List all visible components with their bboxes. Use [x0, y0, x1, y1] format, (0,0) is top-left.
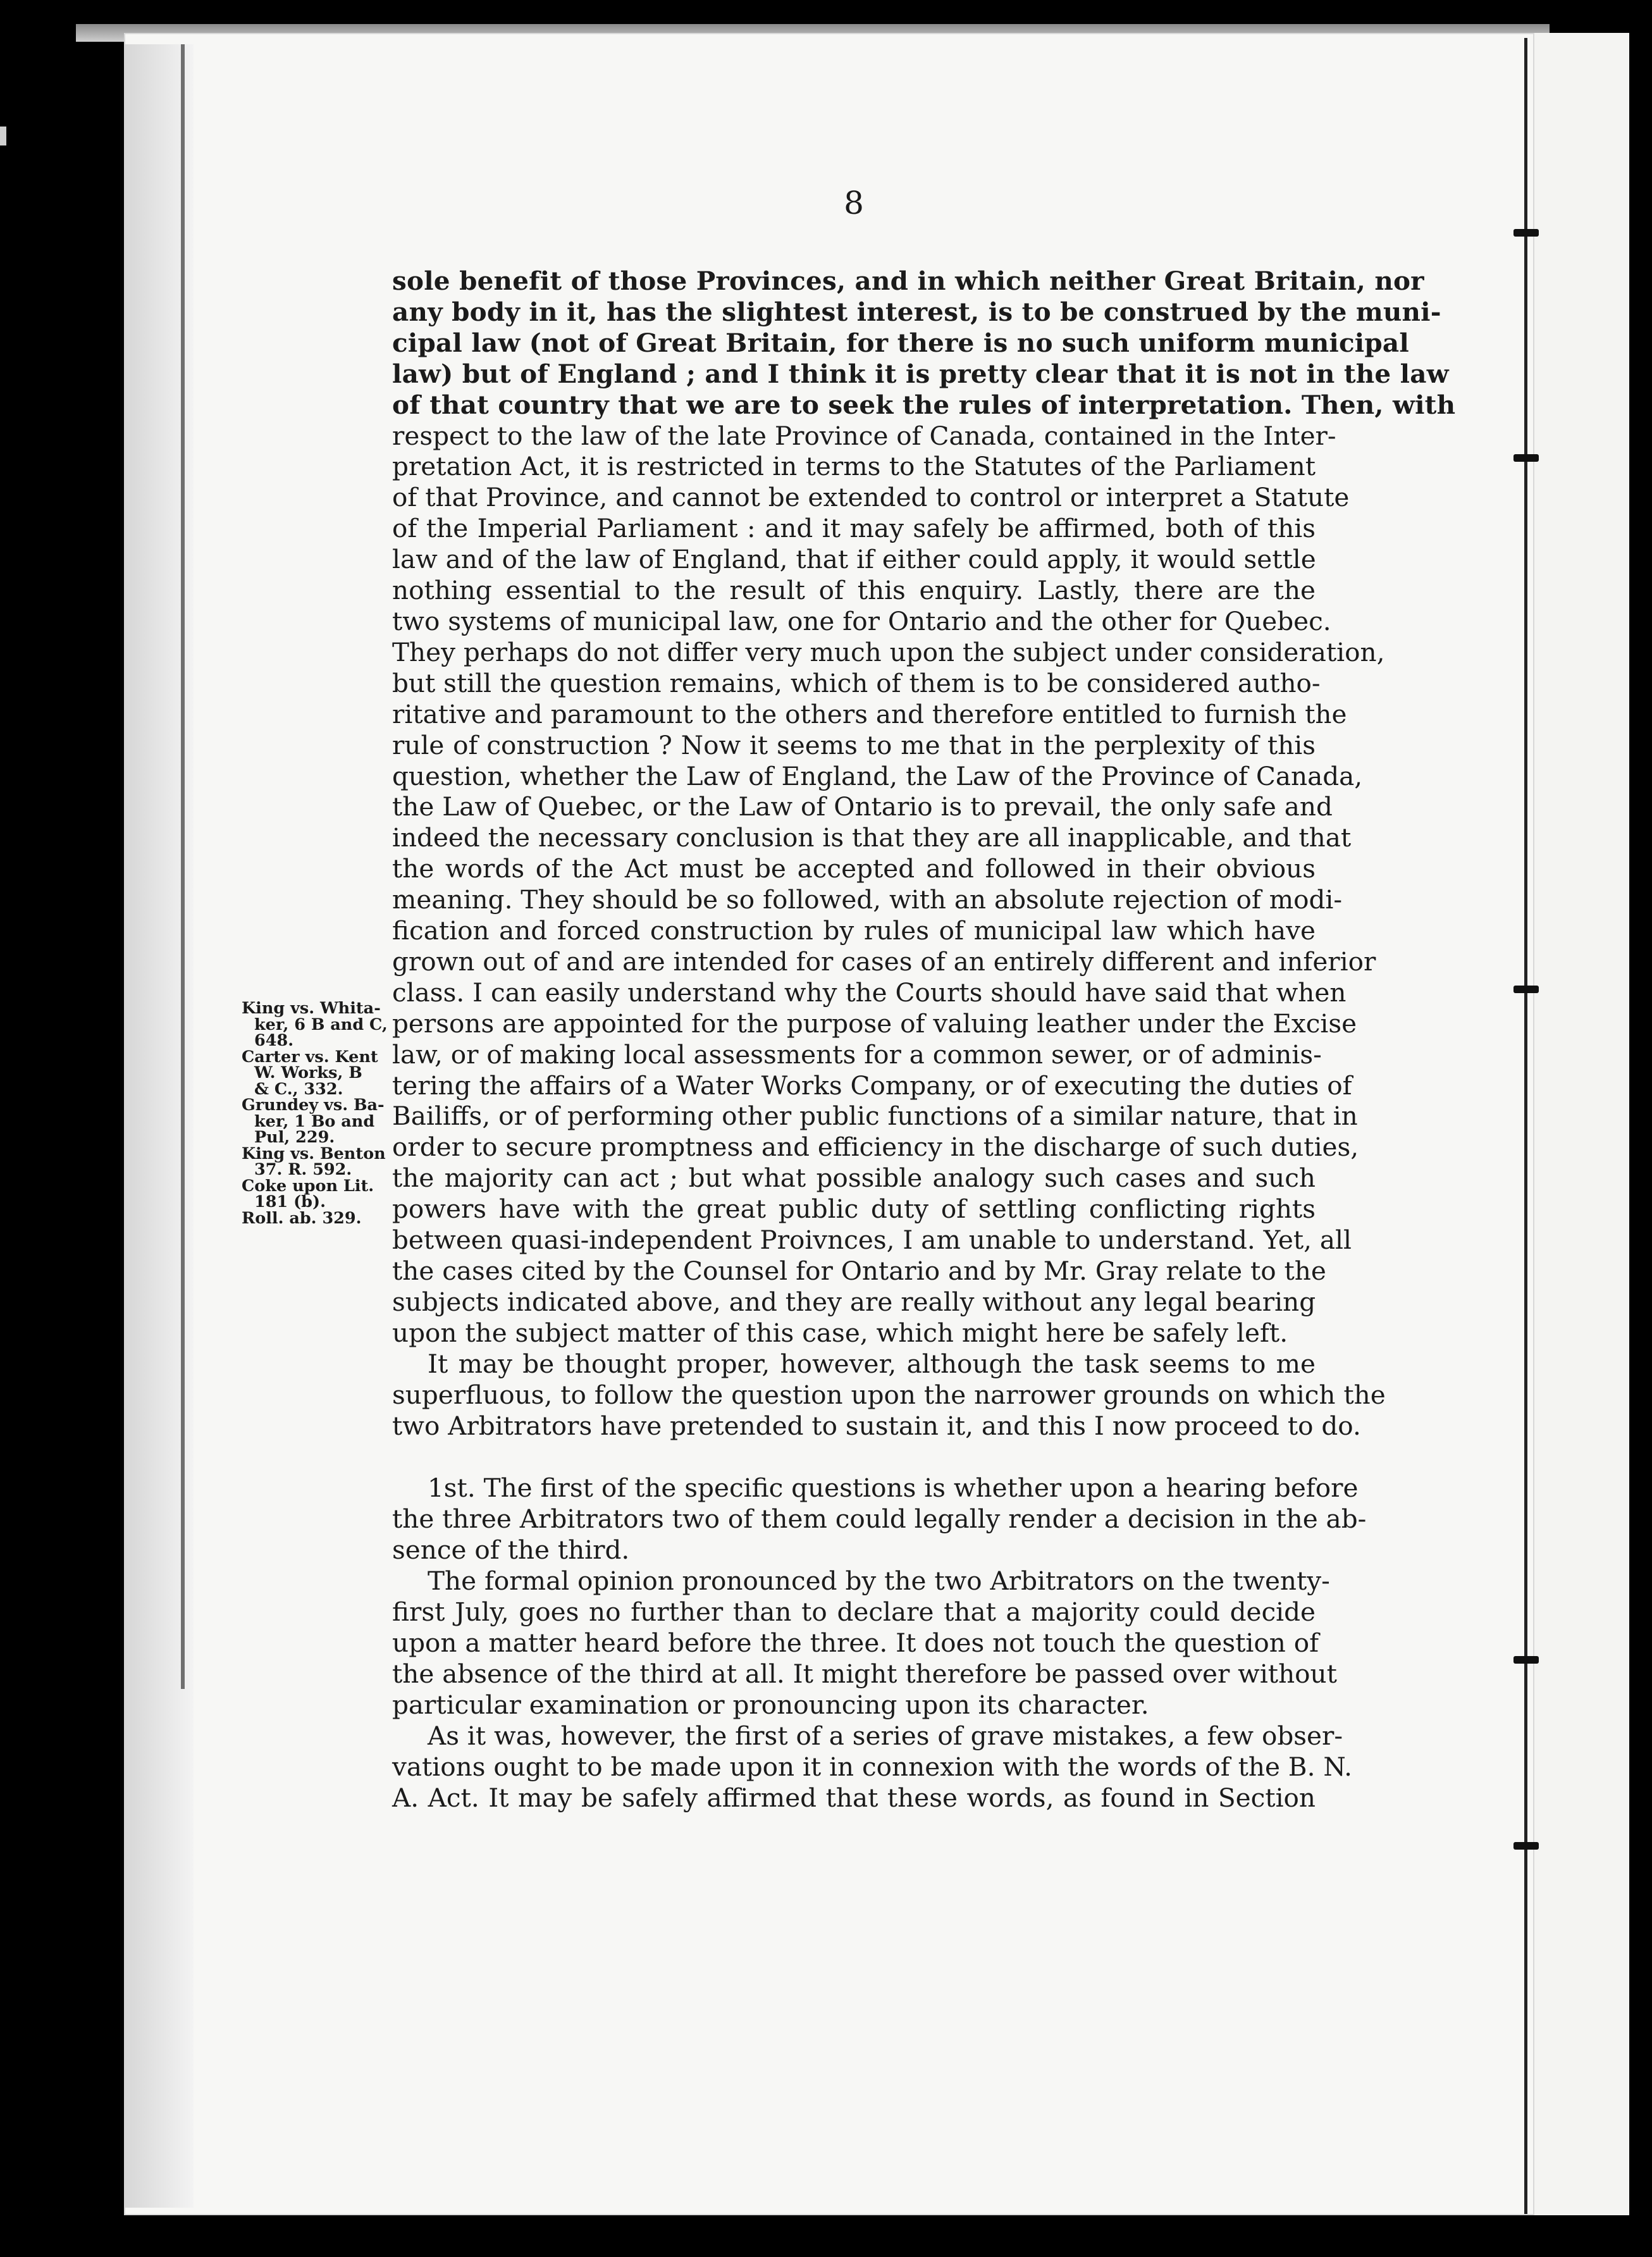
paragraph	[392, 1473, 1367, 1566]
citation-line: 181 (b).	[254, 1192, 326, 1211]
text-line: but still the question remains, which of them is to be considered autho-	[392, 667, 1321, 698]
text-line: the majority can act ; but what possible analogy such cases and such	[392, 1163, 1316, 1194]
text-line: particular examination or pronouncing upon its character.	[392, 1689, 1149, 1720]
margin-citation	[242, 1049, 393, 1098]
text-line: A. Act. It may be safely affirmed that these words, as found in Section	[392, 1782, 1316, 1813]
text-line: tering the affairs of a Water Works Company, or of executing the duties of	[392, 1070, 1352, 1101]
citation-line: ker, 6 B and C,	[254, 1015, 388, 1034]
text-line: of that Province, and cannot be extended to control or interpret a Statute	[392, 482, 1350, 513]
text-line: subjects indicated above, and they are really without any legal bearing	[392, 1286, 1316, 1317]
citation-line: Carter vs. Kent	[242, 1047, 378, 1067]
margin-citation	[242, 1178, 393, 1211]
citation-line: 37. R. 592.	[254, 1160, 352, 1179]
text-line: sence of the third.	[392, 1535, 630, 1566]
text-line: class. I can easily understand why the Courts should have said that when	[392, 977, 1347, 1008]
binding-mark	[1513, 454, 1539, 462]
gutter-line	[181, 44, 185, 1689]
text-line: nothing essential to the result of this enquiry. Lastly, there are the	[392, 575, 1316, 606]
text-line: pretation Act, it is restricted in terms to the Statutes of the Parliament	[392, 451, 1316, 482]
paragraph	[392, 266, 1456, 1349]
text-line: the three Arbitrators two of them could legally render a decision in the ab-	[392, 1504, 1367, 1535]
citation-line: 648.	[254, 1031, 294, 1050]
text-line: of that country that we are to seek the rules of interpretation. Then, with	[392, 389, 1456, 420]
citation-line: Coke upon Lit.	[242, 1176, 374, 1196]
binding-mark	[1513, 1842, 1539, 1850]
text-line: law) but of England ; and I think it is pretty clear that it is not in the law	[392, 358, 1449, 389]
text-line: order to secure promptness and efficiency in the discharge of such duties,	[392, 1132, 1359, 1163]
text-line: vations ought to be made upon it in connexion with the words of the B. N.	[392, 1751, 1353, 1782]
binding-mark	[1513, 1656, 1539, 1664]
binding-mark	[1513, 986, 1539, 993]
citation-line: Grundey vs. Ba-	[242, 1096, 385, 1115]
text-line: powers have with the great public duty of settling conflicting rights	[392, 1194, 1316, 1225]
text-line: 1st. The first of the specific questions is whether upon a hearing before	[428, 1473, 1359, 1504]
text-line: rule of construction ? Now it seems to me that in the perplexity of this	[392, 729, 1316, 760]
paragraph	[392, 1720, 1353, 1814]
text-line: the cases cited by the Counsel for Ontario and by Mr. Gray relate to the	[392, 1256, 1326, 1286]
margin-citation	[242, 1208, 393, 1228]
text-line: question, whether the Law of England, the Law of the Province of Canada,	[392, 760, 1363, 791]
paragraph-gap	[392, 1441, 1316, 1473]
text-line: indeed the necessary conclusion is that they are all inapplicable, and that	[392, 822, 1352, 853]
text-line: The formal opinion pronounced by the two Arbitrators on the twenty-	[428, 1566, 1330, 1597]
paragraph	[392, 1566, 1337, 1721]
text-line: As it was, however, the first of a series of grave mistakes, a few obser-	[428, 1720, 1343, 1751]
citation-line: King vs. Whita-	[242, 999, 381, 1018]
citation-line: W. Works, B	[254, 1063, 362, 1082]
text-line: persons are appointed for the purpose of valuing leather under the Excise	[392, 1008, 1357, 1039]
adjacent-page-edge	[1534, 33, 1629, 2215]
text-line: law and of the law of England, that if either could apply, it would settle	[392, 544, 1316, 575]
text-line: meaning. They should be so followed, with an absolute rejection of modi-	[392, 884, 1343, 915]
page-divider	[1524, 38, 1527, 2214]
margin-citation	[242, 1098, 393, 1146]
text-line: two systems of municipal law, one for Ontario and the other for Quebec.	[392, 605, 1331, 636]
citation-line: & C., 332.	[254, 1079, 343, 1099]
margin-citation	[242, 1146, 393, 1178]
binding-mark	[1513, 229, 1539, 237]
page-number: 8	[844, 185, 864, 221]
text-line: sole benefit of those Provinces, and in which neither Great Britain, nor	[392, 266, 1424, 296]
text-line: superfluous, to follow the question upon the narrower grounds on which the	[392, 1379, 1386, 1410]
citation-line: ker, 1 Bo and	[254, 1111, 375, 1131]
text-line: upon the subject matter of this case, which might here be safely left.	[392, 1317, 1288, 1348]
scan-speck	[0, 127, 6, 145]
margin-citation	[242, 1001, 393, 1049]
text-line: grown out of and are intended for cases of an entirely different and inferior	[392, 946, 1376, 977]
margin-notes	[242, 1001, 393, 1227]
text-line: the words of the Act must be accepted and followed in their obvious	[392, 853, 1316, 884]
citation-line: Pul, 229.	[254, 1128, 335, 1147]
text-line: ritative and paramount to the others and therefore entitled to furnish the	[392, 698, 1347, 729]
body-text	[392, 266, 1456, 1813]
text-line: Bailiffs, or of performing other public functions of a similar nature, that in	[392, 1101, 1358, 1132]
text-line: law, or of making local assessments for a common sewer, or of adminis-	[392, 1039, 1322, 1070]
text-line: between quasi-independent Proivnces, I am unable to understand. Yet, all	[392, 1225, 1352, 1256]
text-line: the absence of the third at all. It might therefore be passed over without	[392, 1658, 1337, 1689]
text-line: fication and forced construction by rules of municipal law which have	[392, 915, 1316, 946]
text-line: first July, goes no further than to declare that a majority could decide	[392, 1597, 1316, 1628]
text-line: two Arbitrators have pretended to sustain it, and this I now proceed to do.	[392, 1410, 1361, 1441]
citation-line: King vs. Benton	[242, 1144, 386, 1163]
text-line: respect to the law of the late Province of Canada, contained in the Inter-	[392, 420, 1336, 451]
paragraph	[392, 1348, 1386, 1442]
text-line: any body in it, has the slightest interest, is to be construed by the muni-	[392, 296, 1441, 327]
citation-line: Roll. ab. 329.	[242, 1208, 362, 1228]
text-line: the Law of Quebec, or the Law of Ontario is to prevail, the only safe and	[392, 791, 1333, 822]
text-line: It may be thought proper, however, although the task seems to me	[428, 1348, 1316, 1379]
text-line: of the Imperial Parliament : and it may safely be affirmed, both of this	[392, 513, 1316, 544]
text-line: They perhaps do not differ very much upon the subject under consideration,	[392, 636, 1385, 667]
text-line: cipal law (not of Great Britain, for there is no such uniform municipal	[392, 327, 1409, 358]
text-line: upon a matter heard before the three. It does not touch the question of	[392, 1627, 1319, 1658]
